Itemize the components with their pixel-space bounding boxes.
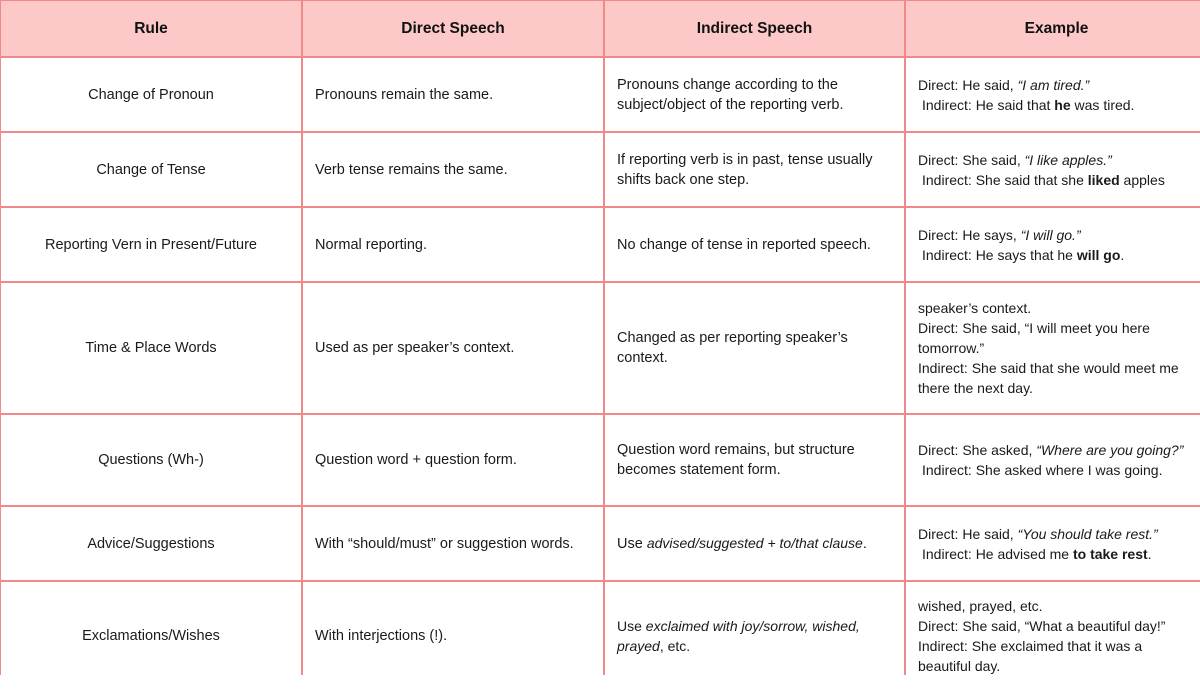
rule-cell: Time & Place Words xyxy=(1,283,301,413)
direct-cell: Normal reporting. xyxy=(303,208,603,281)
indirect-cell: Changed as per reporting speaker’s context. xyxy=(605,283,904,413)
example-indirect-text: Indirect: She exclaimed that it was a beautiful day. xyxy=(918,638,1143,674)
example-direct-quote: “Where are you going?” xyxy=(1036,442,1184,458)
rule-cell: Reporting Vern in Present/Future xyxy=(1,208,301,281)
example-direct-text: Direct: She said, “I will meet you here tomorrow.” xyxy=(918,320,1150,356)
example-cell xyxy=(906,507,1200,580)
indirect-prefix: Use xyxy=(617,536,647,552)
example-indirect-prefix: Indirect: He says that he xyxy=(922,246,1077,263)
rule-cell: Change of Tense xyxy=(1,133,301,206)
example-direct-quote: “I will go.” xyxy=(1020,226,1081,243)
example-indirect-text: Indirect: She asked where I was going. xyxy=(922,462,1163,478)
example-direct-text: Direct: She said, “What a beautiful day!” xyxy=(918,618,1166,634)
indirect-cell xyxy=(605,507,904,580)
example-direct-prefix: Direct: He said, xyxy=(918,525,1018,542)
rule-cell: Advice/Suggestions xyxy=(1,507,301,580)
indirect-cell xyxy=(605,582,904,690)
direct-cell: Question word + question form. xyxy=(303,415,603,505)
indirect-cell: No change of tense in reported speech. xyxy=(605,208,904,281)
example-direct-prefix: Direct: She asked, xyxy=(918,442,1037,458)
example-lead: wished, prayed, etc. xyxy=(918,598,1043,614)
direct-cell: Pronouns remain the same. xyxy=(303,58,603,131)
example-indirect-bold: to take rest xyxy=(1072,545,1148,562)
example-direct-prefix: Direct: He says, xyxy=(918,226,1021,243)
rule-cell: Exclamations/Wishes xyxy=(1,582,301,690)
example-indirect-prefix: Indirect: She said that she xyxy=(922,171,1088,188)
example-indirect-suffix: . xyxy=(1120,246,1125,263)
direct-cell: With interjections (!). xyxy=(303,582,603,690)
example-lead: speaker’s context. xyxy=(918,300,1032,316)
example-indirect-bold: will go xyxy=(1076,246,1121,263)
indirect-cell: Pronouns change according to the subject/object of the reporting verb. xyxy=(605,58,904,131)
example-direct-prefix: Direct: He said, xyxy=(918,76,1018,93)
example-direct-quote: “I am tired.” xyxy=(1017,76,1090,93)
example-cell xyxy=(906,133,1200,206)
indirect-italic: advised/suggested + to/that clause xyxy=(646,535,863,551)
example-indirect-text: Indirect: She said that she would meet me there the next day. xyxy=(918,360,1179,396)
example-indirect-bold: he xyxy=(1054,96,1071,113)
example-indirect-suffix: apples xyxy=(1119,171,1165,188)
example-direct-quote: “I like apples.” xyxy=(1024,151,1112,168)
rule-cell: Questions (Wh-) xyxy=(1,415,301,505)
direct-cell: Used as per speaker’s context. xyxy=(303,283,603,413)
example-cell xyxy=(906,283,1200,413)
indirect-cell: Question word remains, but structure becomes statement form. xyxy=(605,415,904,505)
example-indirect-suffix: was tired. xyxy=(1070,96,1135,113)
indirect-cell: If reporting verb is in past, tense usually shifts back one step. xyxy=(605,133,904,206)
direct-cell: With “should/must” or suggestion words. xyxy=(303,507,603,580)
example-indirect-prefix: Indirect: He said that xyxy=(922,96,1055,113)
example-cell xyxy=(906,58,1200,131)
indirect-italic: exclaimed with joy/sorrow, wished, prayed xyxy=(617,618,860,654)
example-indirect-bold: liked xyxy=(1087,171,1120,188)
example-direct-prefix: Direct: She said, xyxy=(918,151,1025,168)
rule-cell: Change of Pronoun xyxy=(1,58,301,131)
example-indirect-suffix: . xyxy=(1147,545,1152,562)
header-indirect-speech: Indirect Speech xyxy=(605,1,904,56)
example-direct-quote: “You should take rest.” xyxy=(1017,525,1158,542)
indirect-prefix: Use xyxy=(617,618,646,634)
example-cell xyxy=(906,582,1200,690)
example-indirect-prefix: Indirect: He advised me xyxy=(922,545,1073,562)
example-cell xyxy=(906,208,1200,281)
header-example: Example xyxy=(906,1,1200,56)
header-direct-speech: Direct Speech xyxy=(303,1,603,56)
example-cell xyxy=(906,415,1200,505)
indirect-suffix: . xyxy=(862,536,867,552)
header-rule: Rule xyxy=(1,1,301,56)
direct-cell: Verb tense remains the same. xyxy=(303,133,603,206)
indirect-suffix: , etc. xyxy=(659,638,691,654)
